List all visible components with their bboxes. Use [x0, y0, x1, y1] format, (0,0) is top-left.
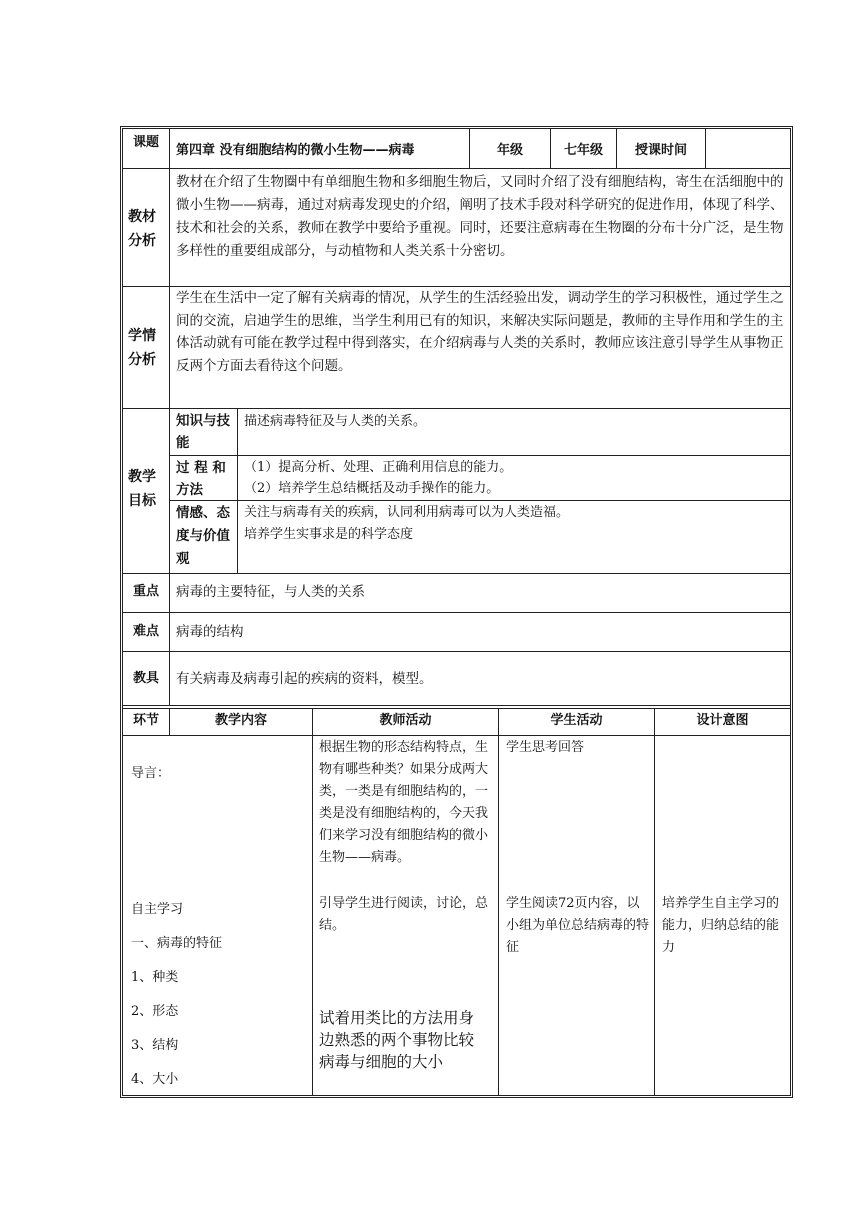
process-line-2: （2）培养学生总结概括及动手操作的能力。 [244, 481, 500, 496]
students-label: 学情分析 [128, 328, 156, 368]
teacher-activity-2: 引导学生进行阅读，讨论，总结。 [319, 896, 489, 933]
student-activity-2: 学生阅读72页内容，以小组为单位总结病毒的特征 [506, 896, 650, 955]
emotion-line-2: 培养学生实事求是的科学态度 [244, 527, 414, 542]
col-divider [169, 129, 170, 705]
row-divider [170, 455, 790, 456]
teacher-activity-3: 试着用类比的方法用身边熟悉的两个事物比较病毒与细胞的大小 [319, 1009, 475, 1071]
row-divider [123, 408, 790, 409]
col-divider [705, 129, 706, 168]
tools-text: 有关病毒及病毒引起的疾病的资料，模型。 [176, 671, 433, 687]
header-intent: 设计意图 [696, 713, 749, 728]
header-student: 学生活动 [550, 713, 603, 728]
col-divider [237, 408, 238, 573]
time-label: 授课时间 [634, 143, 687, 158]
key-point-text: 病毒的主要特征，与人类的关系 [176, 584, 365, 600]
key-point-label: 重点 [132, 584, 159, 599]
row-divider [123, 651, 790, 652]
header-stage: 环节 [132, 713, 159, 728]
row-divider [170, 500, 790, 501]
textbook-text: 教材在介绍了生物圈中有单细胞生物和多细胞生物后，又同时介绍了没有细胞结构，寄生在活细胞中的微小生物——病毒，通过对病毒发现史的介绍，阐明了技术手段对科学研究的促进作用，体现了科学、技术和社会的关系，教师在教学中要给予重视。同时，还要注意病毒在生物圈的分布十分广泛，是生物多样性的重要组成部分，与动植物和人类关系十分密切。 [176, 174, 784, 259]
textbook-label: 教材分析 [128, 209, 156, 249]
content-item-1: 1、种类 [131, 970, 179, 985]
design-intent-1: 培养学生自主学习的能力，归纳总结的能力 [662, 896, 780, 955]
grade-label: 年级 [496, 143, 523, 158]
knowledge-text: 描述病毒特征及与人类的关系。 [244, 414, 427, 429]
col-divider [498, 708, 499, 1095]
row-divider [123, 612, 790, 613]
header-content: 教学内容 [214, 713, 267, 728]
teacher-activity-1: 根据生物的形态结构特点，生物有哪些种类？如果分成两大类，一类是有细胞结构的，一类是没有细胞结构的，今天我们来学习没有细胞结构的微小生物——病毒。 [319, 740, 489, 865]
students-text: 学生在生活中一定了解有关病毒的情况，从学生的生活经验出发，调动学生的学习积极性，通过学生之间的交流，启迪学生的思维，当学生利用已有的知识，来解决实际问题是，教师的主导作用和学生的主体活动就有可能在教学过程中得到落实，在介绍病毒与人类的关系时，教师应该注意引导学生从事物正反两个方面去看待这个问题。 [176, 290, 784, 374]
content-item-3: 3、结构 [131, 1038, 179, 1053]
topic-label: 课题 [132, 135, 159, 150]
grade-value: 七年级 [563, 143, 603, 158]
process-line-1: （1）提高分析、处理、正确利用信息的能力。 [244, 460, 513, 475]
content-self-study: 自主学习 [131, 902, 184, 917]
content-item-4: 4、大小 [131, 1072, 179, 1087]
student-activity-1: 学生思考回答 [506, 740, 585, 755]
header-teacher: 教师活动 [379, 713, 432, 728]
topic-title: 第四章 没有细胞结构的微小生物——病毒 [176, 143, 415, 158]
row-divider [123, 168, 790, 169]
content-intro: 导言： [131, 766, 171, 781]
tools-label: 教具 [132, 671, 159, 686]
row-divider [123, 705, 790, 706]
row-divider [123, 573, 790, 574]
row-divider [123, 708, 790, 709]
row-divider [123, 735, 790, 736]
emotion-label: 情感、态度与价值观 [176, 505, 230, 567]
process-label: 过 程 和方法 [176, 460, 226, 498]
content-section-1: 一、病毒的特征 [131, 936, 223, 951]
col-divider [312, 708, 313, 1095]
difficulty-label: 难点 [132, 624, 159, 639]
objectives-label: 教学目标 [128, 469, 156, 509]
content-item-2: 2、形态 [131, 1004, 179, 1019]
emotion-line-1: 关注与病毒有关的疾病，认同利用病毒可以为人类造福。 [244, 505, 570, 520]
col-divider [654, 708, 655, 1095]
knowledge-label: 知识与技能 [176, 413, 230, 451]
difficulty-text: 病毒的结构 [176, 624, 244, 640]
